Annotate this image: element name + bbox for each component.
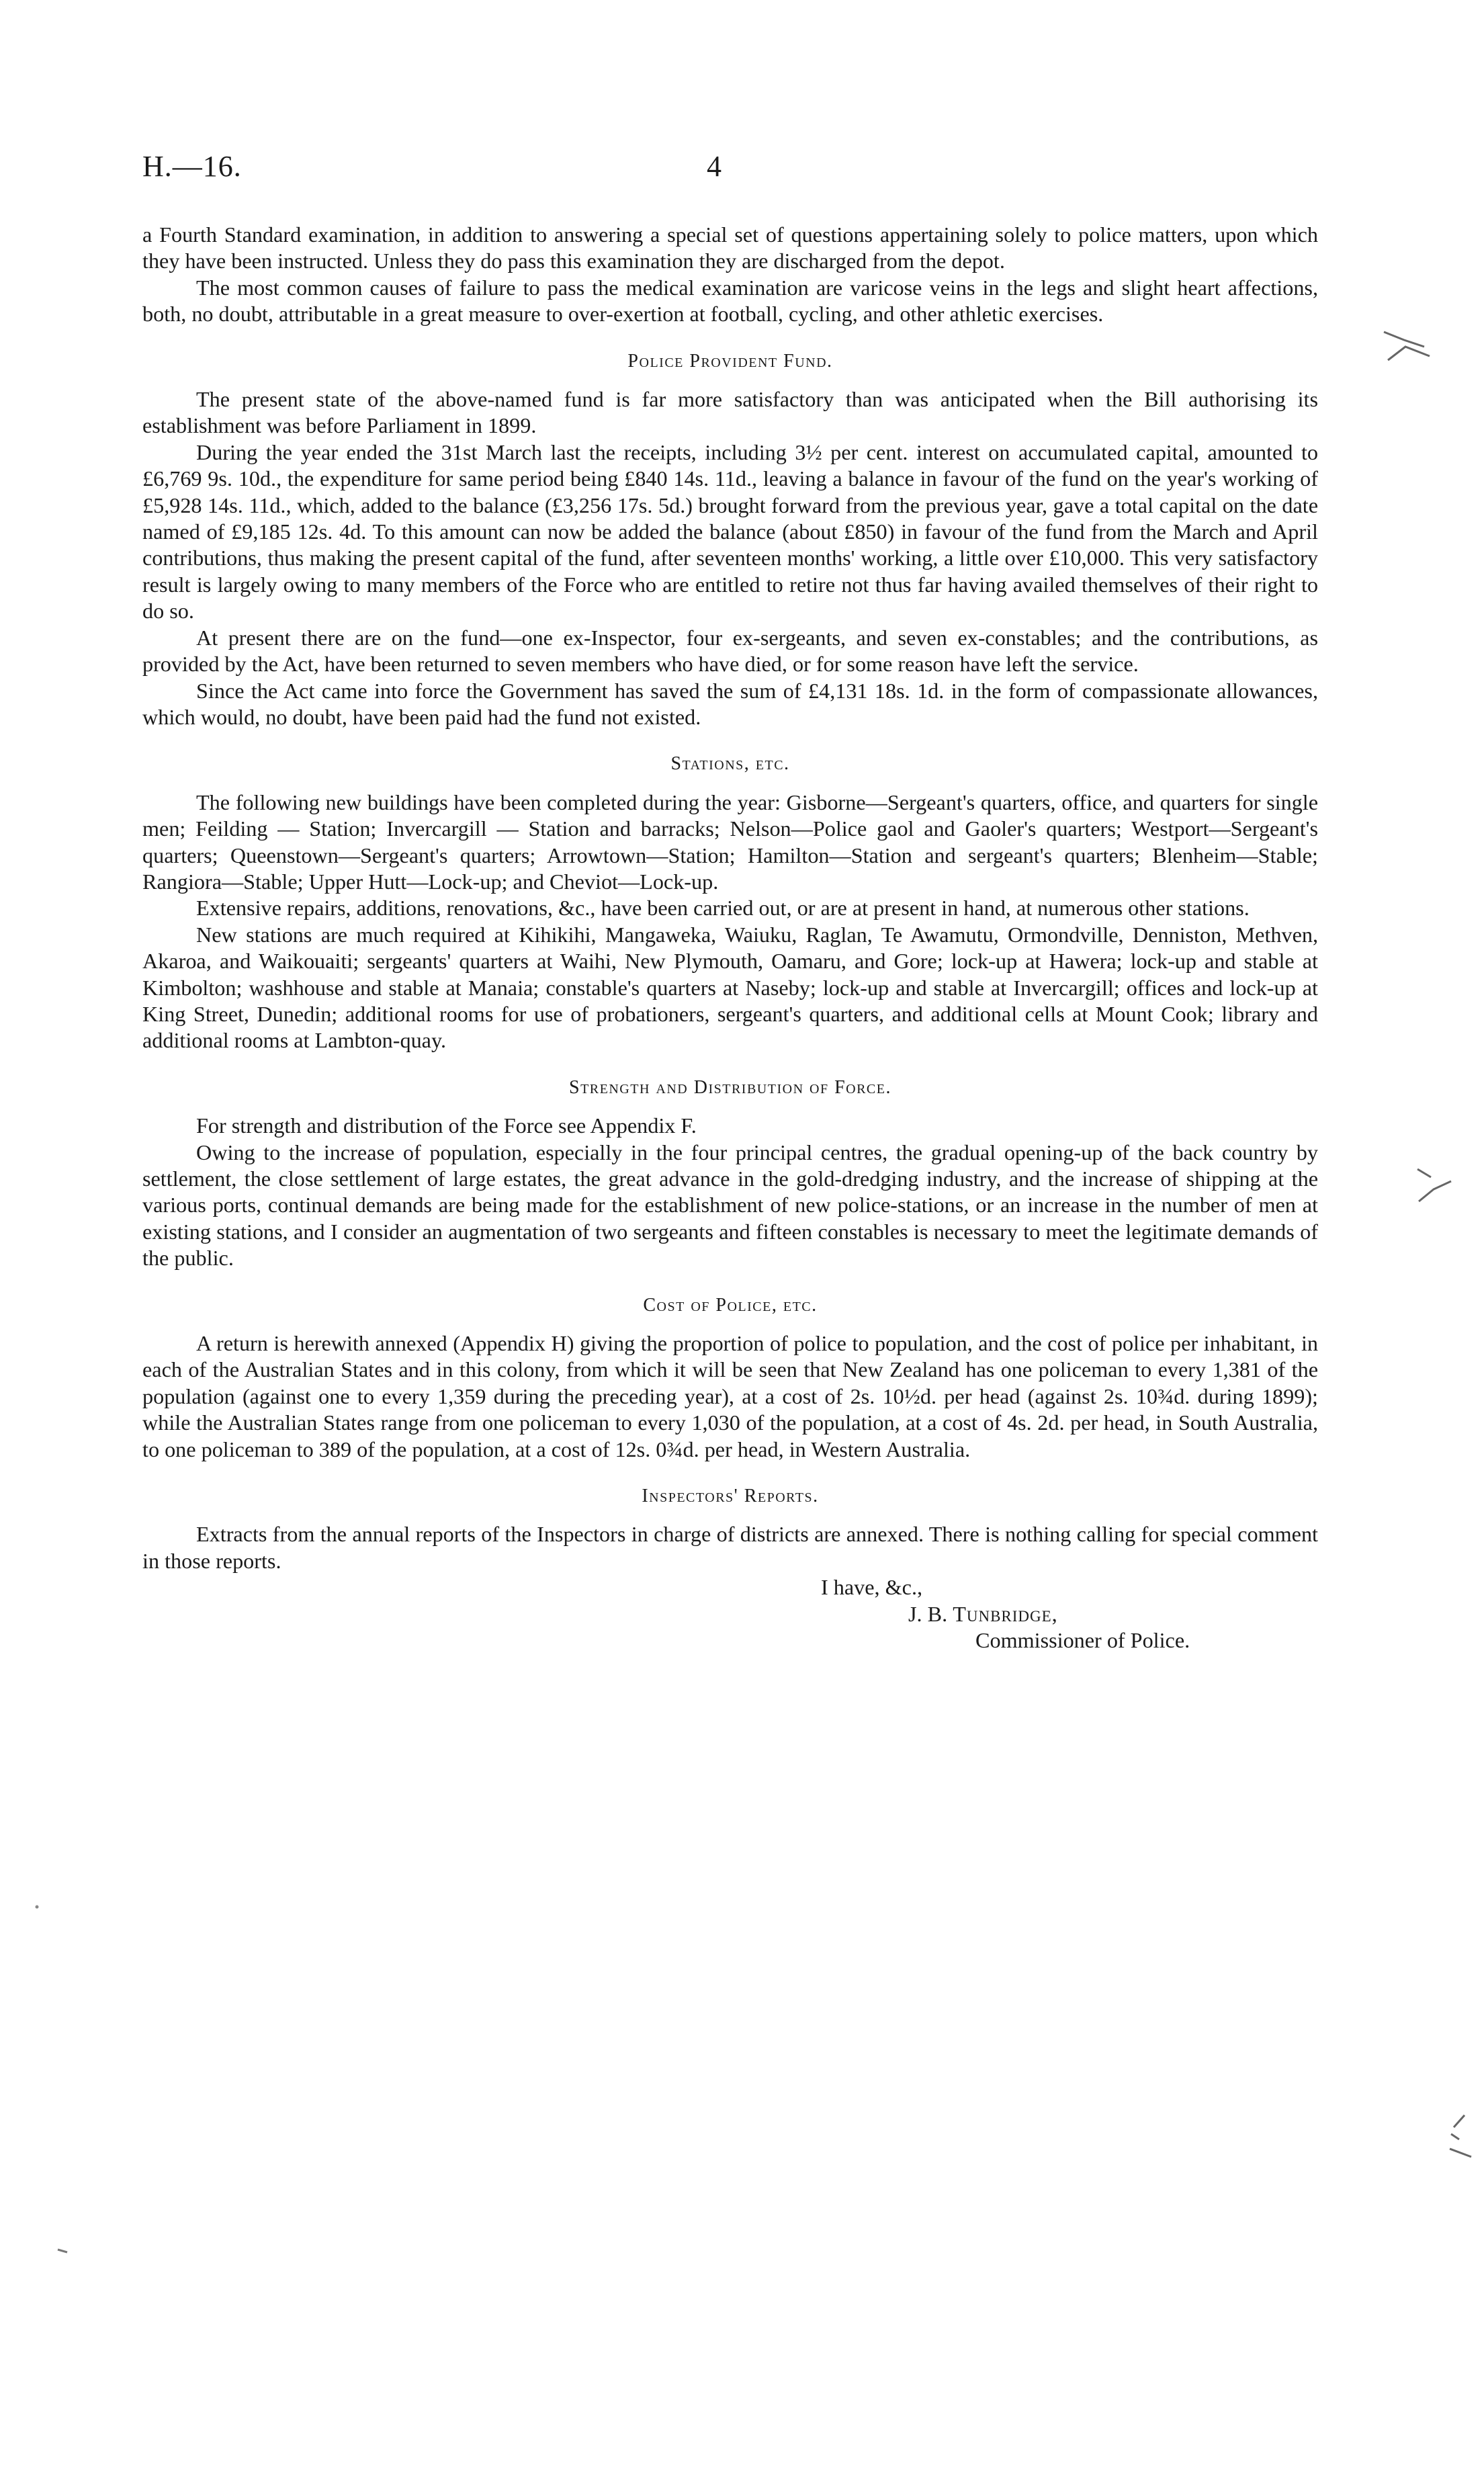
inspectors-heading: Inspectors' Reports. bbox=[642, 1486, 819, 1507]
provident-fund-heading: Police Provident Fund. bbox=[627, 350, 833, 372]
margin-mark-icon bbox=[32, 1902, 42, 1911]
intro-paragraph-2: The most common causes of failure to pass the medical examination are varicose veins in the legs and slight heart affections, both, no doubt, attributable in a great measure to over-exertion at football, cycling, and other athletic exercises. bbox=[142, 275, 1318, 327]
margin-mark-icon bbox=[1377, 323, 1438, 370]
page-number: 4 bbox=[707, 150, 722, 183]
page-header bbox=[142, 149, 1318, 196]
report-reference: H.—16. bbox=[142, 150, 242, 183]
margin-mark-icon bbox=[1411, 1162, 1458, 1209]
cost-heading: Cost of Police, etc. bbox=[643, 1294, 818, 1316]
strength-paragraph-2: Owing to the increase of population, especially in the four principal centres, the gradual opening-up of the back country by settlement, the close settlement of large estates, the great advance in the gold-dredging industry, and the increase of shipping at the various ports, continual demands are being made for the establishment of new police-stations, or an increase in the number of men at existing stations, and I consider an augmentation of two sergeants and fifteen constables is necessary to meet the legitimate demands of the public. bbox=[142, 1140, 1318, 1271]
stations-paragraph-2: Extensive repairs, additions, renovations, &c., have been carried out, or are at present in hand, at numerous other stations. bbox=[196, 896, 1250, 921]
cost-paragraph-1: A return is herewith annexed (Appendix H) giving the proportion of police to population, and the cost of police per inhabitant, in each of the Australian States and in this colony, from which it will be seen that New Zealand has one policeman to every 1,381 of the population (against one to every 1,359 during the preceding year), at a cost of 2s. 10½d. per head (against 2s. 10¾d. during 1899); while the Australian States range from one policeman to every 1,030 of the population, at a cost of 4s. 2d. per head, in South Australia, to one policeman to 389 of the population, at a cost of 12s. 0¾d. per head, in Western Australia. bbox=[142, 1331, 1318, 1461]
stations-paragraph-1: The following new buildings have been completed during the year: Gisborne—Sergeant's quarters, office, and quarters for single men; Feilding — Station; Invercargill — Station and barracks; Nelson—Police gaol and Gaoler's quarters; Westport—Sergeant's quarters; Queenstown—Sergeant's quarters; Arrowtown—Station; Hamilton—Station and sergeant's quarters; Blenheim—Stable; Rangiora—Stable; Upper Hutt—Lock-up; and Cheviot—Lock-up. bbox=[142, 789, 1318, 894]
strength-heading: Strength and Distribution of Force. bbox=[569, 1076, 891, 1098]
signature bbox=[142, 1601, 1318, 1627]
stations-paragraph-3: New stations are much required at Kihikihi, Mangaweka, Waiuku, Raglan, Te Awamutu, Ormondville, Denniston, Methven, Akaroa, and Waikouaiti; sergeants' quarters at Waihi, New Plymouth, Oamaru, and Gore; lock-up at Hawera; lock-up and stable at Kimbolton; washhouse and stable at Manaia; constable's quarters at Naseby; lock-up and stable at Invercargill; offices and lock-up at King Street, Dunedin; additional rooms for use of probationers, sergeant's quarters, and additional cells at Mount Cook; library and additional rooms at Lambton-quay. bbox=[142, 922, 1318, 1053]
provident-fund-paragraph-1: The present state of the above-named fund is far more satisfactory than was anticipated when the Bill authorising its establishment was before Parliament in 1899. bbox=[142, 387, 1318, 438]
closing-block bbox=[142, 1574, 1318, 1654]
stations-heading: Stations, etc. bbox=[670, 753, 790, 775]
document-body bbox=[142, 222, 1318, 1654]
provident-fund-paragraph-4: Since the Act came into force the Government has saved the sum of £4,131 18s. 1d. in the form of compassionate allowances, which would, no doubt, have been paid had the fund not existed. bbox=[142, 678, 1318, 729]
margin-mark-icon bbox=[1444, 2110, 1478, 2164]
signature-surname: Tunbridge, bbox=[953, 1601, 1058, 1626]
signature-initials: J. B. bbox=[908, 1601, 948, 1626]
margin-mark-icon bbox=[55, 2244, 75, 2258]
provident-fund-paragraph-3: At present there are on the fund—one ex-Inspector, four ex-sergeants, and seven ex-constables; and the contributions, as provided by the Act, have been returned to seven members who have died, or for some reason have left the service. bbox=[142, 625, 1318, 677]
signatory-title: Commissioner of Police. bbox=[975, 1628, 1190, 1653]
closing-salutation: I have, &c., bbox=[821, 1575, 923, 1600]
provident-fund-paragraph-2: During the year ended the 31st March last the receipts, including 3½ per cent. interest on accumulated capital, amounted to £6,769 9s. 10d., the expenditure for same period being £840 14s. 11d., leaving a balance in favour of the fund on the year's working of £5,928 14s. 11d., which, added to the balance (£3,256 17s. 5d.) brought forward from the previous year, gave a total capital on the date named of £9,185 12s. 4d. To this amount can now be added the balance (about £850) in favour of the fund from the March and April contributions, thus making the present capital of the fund, after seventeen months' working, a little over £10,000. This very satisfactory result is largely owing to many members of the Force who are entitled to retire not thus far having availed themselves of their right to do so. bbox=[142, 439, 1318, 624]
inspectors-paragraph-1: Extracts from the annual reports of the Inspectors in charge of districts are annexed. There is nothing calling for special comment in those reports. bbox=[142, 1522, 1318, 1573]
strength-paragraph-1: For strength and distribution of the Force see Appendix F. bbox=[196, 1113, 697, 1138]
intro-paragraph-1: a Fourth Standard examination, in addition to answering a special set of questions appertaining solely to police matters, upon which they have been instructed. Unless they do pass this examination they are discharged from the depot. bbox=[142, 222, 1318, 273]
